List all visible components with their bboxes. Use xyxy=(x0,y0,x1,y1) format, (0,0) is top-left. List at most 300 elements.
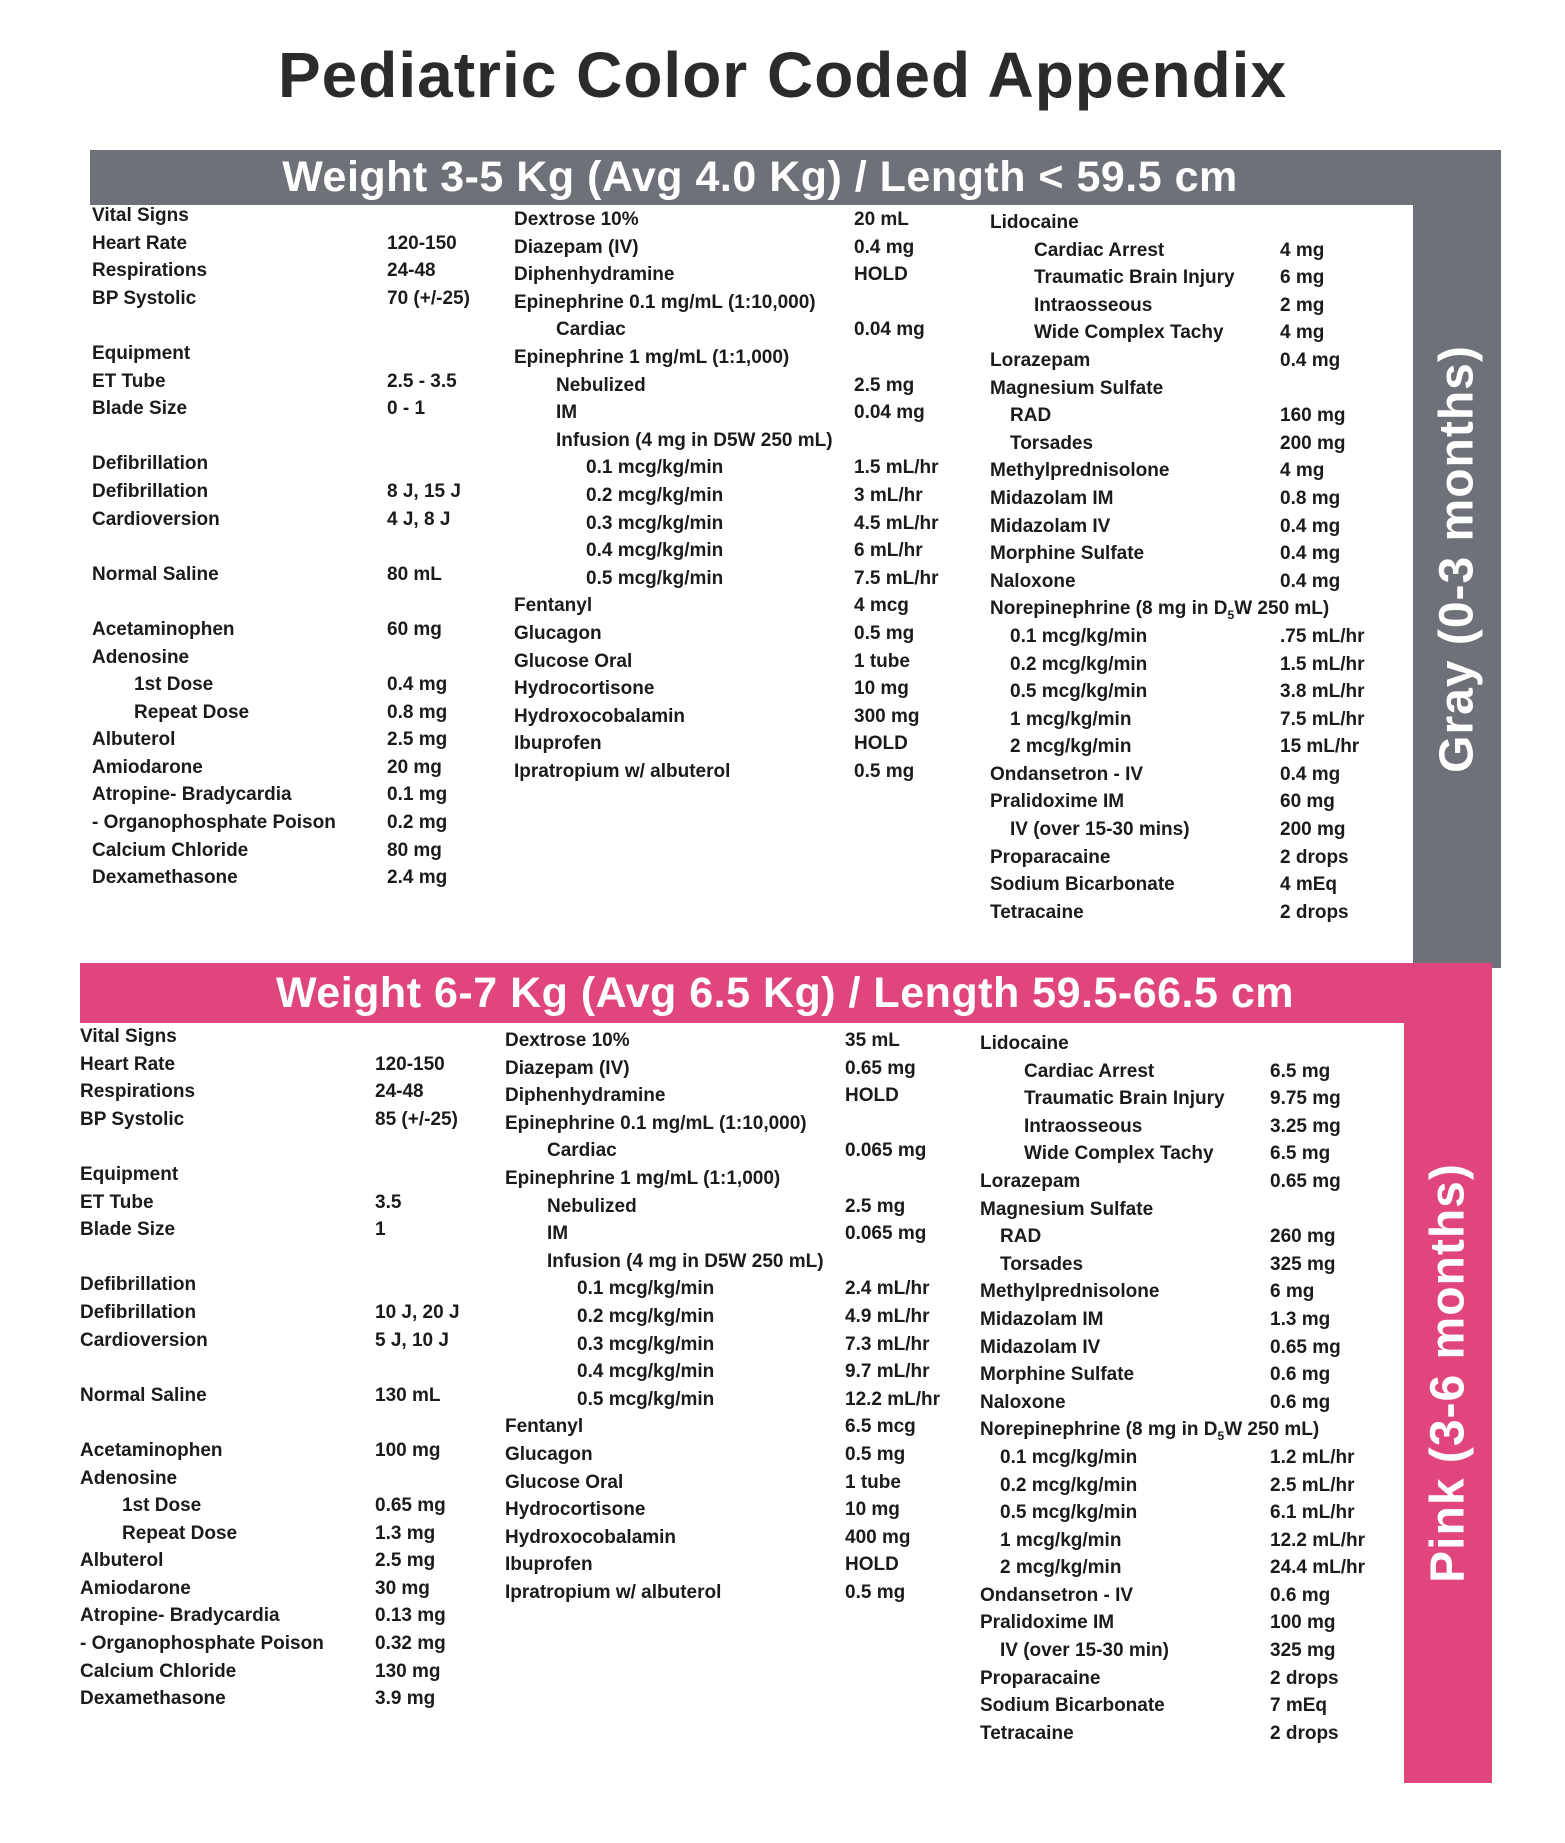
spacer-row xyxy=(92,312,492,340)
table-row xyxy=(990,347,1400,375)
row-label: Heart Rate xyxy=(80,1053,176,1075)
row-label: Ipratropium w/ albuterol xyxy=(514,760,731,782)
table-row xyxy=(80,1658,480,1686)
table-row xyxy=(514,261,964,289)
table-row xyxy=(990,540,1400,568)
table-row xyxy=(92,202,492,230)
row-value: 1.3 mg xyxy=(375,1522,436,1544)
row-value: 6.5 mg xyxy=(1270,1143,1331,1165)
row-value: 4 J, 8 J xyxy=(387,508,451,530)
row-value: 4.9 mL/hr xyxy=(845,1305,930,1327)
row-value: 260 mg xyxy=(1270,1226,1336,1248)
spacer-row xyxy=(80,1244,480,1272)
row-label: Equipment xyxy=(92,342,191,364)
row-label: Acetaminophen xyxy=(80,1439,223,1461)
table-row xyxy=(92,230,492,258)
table-row xyxy=(505,1055,955,1083)
table-row xyxy=(505,1386,955,1414)
table-row xyxy=(80,1161,480,1189)
row-label: BP Systolic xyxy=(80,1108,185,1130)
row-value: 2 drops xyxy=(1280,846,1349,868)
row-label: Intraosseous xyxy=(1024,1115,1143,1137)
row-value: 2 mg xyxy=(1280,294,1325,316)
row-label: Albuterol xyxy=(80,1550,164,1572)
row-label: Hydrocortisone xyxy=(514,678,655,700)
spacer-row xyxy=(80,1354,480,1382)
row-label: Normal Saline xyxy=(92,563,219,585)
row-value: 325 mg xyxy=(1270,1640,1336,1662)
row-label: Infusion (4 mg in D5W 250 mL) xyxy=(556,429,833,451)
row-label: Cardioversion xyxy=(92,508,220,530)
table-row xyxy=(92,340,492,368)
table-row xyxy=(514,344,964,372)
row-value: 0.5 mg xyxy=(854,760,915,782)
row-label: 0.1 mcg/kg/min xyxy=(586,457,724,479)
table-row xyxy=(990,733,1400,761)
row-label: Nebulized xyxy=(547,1195,637,1217)
row-label: 0.5 mcg/kg/min xyxy=(1010,681,1148,703)
row-value: 6.1 mL/hr xyxy=(1270,1502,1355,1524)
column-meds-l-t xyxy=(980,1030,1400,1747)
table-row xyxy=(980,1140,1400,1168)
row-label: Traumatic Brain Injury xyxy=(1034,267,1235,289)
row-value: 2.5 mg xyxy=(854,374,915,396)
table-row xyxy=(980,1472,1400,1500)
row-label: Norepinephrine (8 mg in $D_5W$ 250 mL) xyxy=(980,1419,1320,1444)
table-row xyxy=(92,809,492,837)
row-value: 3.9 mg xyxy=(375,1688,436,1710)
row-label: Methylprednisolone xyxy=(980,1281,1160,1303)
table-row xyxy=(514,703,964,731)
row-value: 15 mL/hr xyxy=(1280,736,1360,758)
table-row xyxy=(80,1106,480,1134)
row-value: 0.6 mg xyxy=(1270,1584,1331,1606)
table-row xyxy=(980,1334,1400,1362)
row-label: Vital Signs xyxy=(80,1026,177,1047)
row-value: 1 xyxy=(375,1219,386,1241)
row-value: 300 mg xyxy=(854,705,920,727)
row-label: Magnesium Sulfate xyxy=(990,377,1164,399)
table-row xyxy=(514,730,964,758)
section-side-label: Pink (3-6 months) xyxy=(1421,1163,1475,1583)
row-label: 0.2 mcg/kg/min xyxy=(577,1305,715,1327)
table-row xyxy=(990,595,1400,623)
row-label: IM xyxy=(556,402,578,424)
table-row xyxy=(505,1248,955,1276)
table-row xyxy=(505,1579,955,1607)
row-label: Methylprednisolone xyxy=(990,460,1170,482)
row-value: 0.065 mg xyxy=(845,1223,927,1245)
row-label: 1st Dose xyxy=(122,1495,202,1517)
row-value: 130 mL xyxy=(375,1384,441,1406)
row-label: Proparacaine xyxy=(980,1667,1101,1689)
table-row xyxy=(990,623,1400,651)
row-label: ET Tube xyxy=(80,1191,154,1213)
table-row xyxy=(92,561,492,589)
row-value: 12.2 mL/hr xyxy=(1270,1529,1366,1551)
row-label: Magnesium Sulfate xyxy=(980,1198,1154,1220)
table-row xyxy=(990,485,1400,513)
row-label: Naloxone xyxy=(990,570,1076,592)
column-vitals-and-meds xyxy=(92,202,492,892)
row-value: 0.5 mg xyxy=(845,1443,906,1465)
table-row xyxy=(990,899,1400,927)
table-row xyxy=(80,1189,480,1217)
row-label: Defibrillation xyxy=(80,1274,197,1296)
row-value: 4.5 mL/hr xyxy=(854,512,939,534)
column-meds-d-i xyxy=(514,206,964,785)
row-label: Cardiac Arrest xyxy=(1024,1060,1155,1082)
row-value: 0.5 mg xyxy=(854,622,915,644)
row-label: Ondansetron - IV xyxy=(980,1584,1134,1606)
row-value: 1 tube xyxy=(845,1471,901,1493)
row-label: - Organophosphate Poison xyxy=(92,812,336,834)
row-value: 100 mg xyxy=(375,1439,441,1461)
row-value: 12.2 mL/hr xyxy=(845,1388,941,1410)
table-row xyxy=(980,1168,1400,1196)
row-value: 2 drops xyxy=(1280,901,1349,923)
row-label: Defibrillation xyxy=(92,453,209,475)
column-meds-d-i xyxy=(505,1027,955,1606)
row-label: Norepinephrine (8 mg in $D_5W$ 250 mL) xyxy=(990,598,1330,623)
table-row xyxy=(92,754,492,782)
row-value: 1.5 mL/hr xyxy=(1280,653,1365,675)
row-label: BP Systolic xyxy=(92,287,197,309)
row-value: HOLD xyxy=(854,733,908,755)
table-row xyxy=(980,1554,1400,1582)
row-value: 70 (+/-25) xyxy=(387,287,470,309)
row-label: Hydrocortisone xyxy=(505,1499,646,1521)
table-row xyxy=(980,1692,1400,1720)
table-row xyxy=(980,1113,1400,1141)
table-row xyxy=(980,1444,1400,1472)
table-row xyxy=(80,1547,480,1575)
row-value: 10 J, 20 J xyxy=(375,1301,460,1323)
table-row xyxy=(92,837,492,865)
row-label: Lidocaine xyxy=(980,1033,1069,1054)
row-value: 3.8 mL/hr xyxy=(1280,681,1365,703)
row-value: 3.25 mg xyxy=(1270,1115,1341,1137)
row-label: Fentanyl xyxy=(514,595,593,617)
row-label: 0.1 mcg/kg/min xyxy=(577,1278,715,1300)
row-label: Amiodarone xyxy=(92,756,203,778)
row-label: Midazolam IM xyxy=(980,1308,1104,1330)
table-row xyxy=(990,264,1400,292)
row-label: 0.4 mcg/kg/min xyxy=(577,1361,715,1383)
row-value: 4 mg xyxy=(1280,239,1325,261)
row-label: 0.5 mcg/kg/min xyxy=(586,567,724,589)
row-label: Dextrose 10% xyxy=(505,1030,630,1051)
table-row xyxy=(980,1030,1400,1058)
table-row xyxy=(990,568,1400,596)
table-row xyxy=(92,644,492,672)
row-label: Lidocaine xyxy=(990,212,1079,233)
table-row xyxy=(505,1413,955,1441)
page-title: Pediatric Color Coded Appendix xyxy=(277,39,1288,111)
row-label: Sodium Bicarbonate xyxy=(980,1695,1165,1717)
table-row xyxy=(980,1499,1400,1527)
row-value: 0.65 mg xyxy=(845,1057,916,1079)
table-row xyxy=(990,816,1400,844)
row-label: Equipment xyxy=(80,1163,179,1185)
table-row xyxy=(990,209,1400,237)
table-row xyxy=(514,592,964,620)
row-label: Respirations xyxy=(92,260,208,282)
row-value: 9.75 mg xyxy=(1270,1088,1341,1110)
table-row xyxy=(514,372,964,400)
row-label: ET Tube xyxy=(92,370,166,392)
table-row xyxy=(505,1551,955,1579)
row-value: 0.4 mg xyxy=(1280,570,1341,592)
table-row xyxy=(80,1437,480,1465)
table-row xyxy=(980,1361,1400,1389)
row-label: Cardiac xyxy=(547,1140,617,1162)
table-row xyxy=(980,1251,1400,1279)
table-row xyxy=(990,402,1400,430)
table-row xyxy=(505,1331,955,1359)
table-row xyxy=(80,1602,480,1630)
row-label: Dextrose 10% xyxy=(514,209,639,230)
row-value: 200 mg xyxy=(1280,432,1346,454)
row-value: 2.4 mL/hr xyxy=(845,1278,930,1300)
row-label: Midazolam IV xyxy=(980,1336,1101,1358)
row-value: 2 drops xyxy=(1270,1667,1339,1689)
table-row xyxy=(505,1137,955,1165)
table-row xyxy=(990,513,1400,541)
row-label: Heart Rate xyxy=(92,232,188,254)
row-value: 0.65 mg xyxy=(1270,1170,1341,1192)
row-value: 4 mcg xyxy=(854,595,909,617)
row-label: Diazepam (IV) xyxy=(514,236,639,258)
row-value: 60 mg xyxy=(387,618,442,640)
table-row xyxy=(980,1609,1400,1637)
table-row xyxy=(505,1220,955,1248)
row-value: 2.5 - 3.5 xyxy=(387,370,457,392)
row-label: Pralidoxime IM xyxy=(990,791,1125,813)
row-value: 2.5 mg xyxy=(845,1195,906,1217)
row-label: IV (over 15-30 min) xyxy=(1000,1640,1169,1662)
row-value: 0.13 mg xyxy=(375,1605,446,1627)
row-label: Pralidoxime IM xyxy=(980,1612,1115,1634)
row-value: 80 mg xyxy=(387,839,442,861)
row-value: 7.5 mL/hr xyxy=(1280,708,1365,730)
section-banner: Weight 3-5 Kg (Avg 4.0 Kg) / Length < 59.5 cm xyxy=(90,150,1430,205)
spacer-row xyxy=(92,588,492,616)
row-value: 8 J, 15 J xyxy=(387,480,461,502)
row-label: Epinephrine 0.1 mg/mL (1:10,000) xyxy=(514,291,816,313)
row-label: Intraosseous xyxy=(1034,294,1153,316)
table-row xyxy=(80,1520,480,1548)
row-label: Cardiac Arrest xyxy=(1034,239,1165,261)
table-row xyxy=(92,699,492,727)
row-label: Wide Complex Tachy xyxy=(1024,1143,1214,1165)
table-row xyxy=(80,1051,480,1079)
table-row xyxy=(80,1023,480,1051)
table-row xyxy=(990,651,1400,679)
row-label: 0.1 mcg/kg/min xyxy=(1000,1446,1138,1468)
table-row xyxy=(92,726,492,754)
row-label: - Organophosphate Poison xyxy=(80,1633,324,1655)
row-value: 2.5 mg xyxy=(387,729,448,751)
row-value: 6.5 mcg xyxy=(845,1416,916,1438)
row-label: Lorazepam xyxy=(990,349,1091,371)
table-row xyxy=(514,427,964,455)
row-value: 10 mg xyxy=(854,678,909,700)
table-row xyxy=(514,675,964,703)
table-row xyxy=(990,237,1400,265)
table-row xyxy=(990,871,1400,899)
row-value: 24.4 mL/hr xyxy=(1270,1557,1366,1579)
row-value: 6.5 mg xyxy=(1270,1060,1331,1082)
row-value: 24-48 xyxy=(387,260,436,282)
row-label: 0.3 mcg/kg/min xyxy=(577,1333,715,1355)
row-label: Glucagon xyxy=(514,622,602,644)
row-label: Adenosine xyxy=(80,1467,178,1489)
row-label: Acetaminophen xyxy=(92,618,235,640)
row-label: Ondansetron - IV xyxy=(990,763,1144,785)
row-label: Infusion (4 mg in D5W 250 mL) xyxy=(547,1250,824,1272)
row-label: Morphine Sulfate xyxy=(980,1364,1135,1386)
row-value: 0.6 mg xyxy=(1270,1391,1331,1413)
table-row xyxy=(92,285,492,313)
row-value: 3.5 xyxy=(375,1191,402,1213)
row-value: .75 mL/hr xyxy=(1280,625,1365,647)
row-value: 0.2 mg xyxy=(387,812,448,834)
row-value: 0.32 mg xyxy=(375,1633,446,1655)
spacer-row xyxy=(80,1133,480,1161)
row-value: 0.04 mg xyxy=(854,319,925,341)
table-row xyxy=(80,1492,480,1520)
table-row xyxy=(80,1271,480,1299)
row-value: 7.3 mL/hr xyxy=(845,1333,930,1355)
row-label: Ibuprofen xyxy=(514,733,602,755)
table-row xyxy=(514,648,964,676)
row-value: 2.4 mg xyxy=(387,867,448,889)
row-value: 0.4 mg xyxy=(1280,349,1341,371)
table-row xyxy=(990,375,1400,403)
row-label: Naloxone xyxy=(980,1391,1066,1413)
table-row xyxy=(980,1416,1400,1444)
row-value: 0.8 mg xyxy=(387,701,448,723)
row-label: Nebulized xyxy=(556,374,646,396)
row-value: 1.5 mL/hr xyxy=(854,457,939,479)
row-label: Calcium Chloride xyxy=(80,1660,237,1682)
table-row xyxy=(505,1110,955,1138)
row-value: 120-150 xyxy=(387,232,457,254)
row-label: 0.5 mcg/kg/min xyxy=(1000,1502,1138,1524)
table-row xyxy=(980,1637,1400,1665)
section-banner: Weight 6-7 Kg (Avg 6.5 Kg) / Length 59.5-66.5 cm xyxy=(80,963,1490,1023)
row-value: 30 mg xyxy=(375,1577,430,1599)
table-row xyxy=(92,616,492,644)
row-label: Adenosine xyxy=(92,646,190,668)
row-value: HOLD xyxy=(845,1085,899,1107)
row-value: 24-48 xyxy=(375,1081,424,1103)
section-side-bar xyxy=(1413,150,1501,968)
row-label: 1 mcg/kg/min xyxy=(1010,708,1132,730)
row-label: Diphenhydramine xyxy=(505,1085,666,1107)
table-row xyxy=(505,1441,955,1469)
row-label: Midazolam IV xyxy=(990,515,1111,537)
row-label: 0.4 mcg/kg/min xyxy=(586,540,724,562)
row-value: 0.6 mg xyxy=(1270,1364,1331,1386)
row-value: 0.5 mg xyxy=(845,1581,906,1603)
table-row xyxy=(514,620,964,648)
column-vitals-and-meds xyxy=(80,1023,480,1713)
table-row xyxy=(514,482,964,510)
row-value: 325 mg xyxy=(1270,1253,1336,1275)
table-row xyxy=(505,1496,955,1524)
row-value: 160 mg xyxy=(1280,405,1346,427)
section-side-label: Gray (0-3 months) xyxy=(1430,345,1484,773)
row-value: 9.7 mL/hr xyxy=(845,1361,930,1383)
table-row xyxy=(505,1524,955,1552)
table-row xyxy=(92,506,492,534)
row-label: RAD xyxy=(1000,1226,1042,1248)
row-label: Dexamethasone xyxy=(92,867,238,889)
row-label: Hydroxocobalamin xyxy=(514,705,686,727)
table-row xyxy=(514,289,964,317)
row-label: Epinephrine 1 mg/mL (1:1,000) xyxy=(514,346,790,368)
table-row xyxy=(92,671,492,699)
table-row xyxy=(505,1469,955,1497)
row-label: Ipratropium w/ albuterol xyxy=(505,1581,722,1603)
row-value: 4 mg xyxy=(1280,322,1325,344)
row-label: Glucose Oral xyxy=(505,1471,624,1493)
row-label: Defibrillation xyxy=(80,1301,197,1323)
row-value: 0.4 mg xyxy=(387,674,448,696)
row-value: 200 mg xyxy=(1280,819,1346,841)
row-label: Fentanyl xyxy=(505,1416,584,1438)
row-value: HOLD xyxy=(845,1554,899,1576)
table-row xyxy=(505,1082,955,1110)
row-value: 6 mL/hr xyxy=(854,540,923,562)
row-value: 0.4 mg xyxy=(854,236,915,258)
row-value: 85 (+/-25) xyxy=(375,1108,458,1130)
row-label: Glucose Oral xyxy=(514,650,633,672)
row-value: 7.5 mL/hr xyxy=(854,567,939,589)
table-row xyxy=(980,1720,1400,1748)
row-label: Calcium Chloride xyxy=(92,839,249,861)
row-value: 0.04 mg xyxy=(854,402,925,424)
table-row xyxy=(80,1382,480,1410)
table-row xyxy=(980,1196,1400,1224)
row-value: 0.4 mg xyxy=(1280,543,1341,565)
spacer-row xyxy=(80,1409,480,1437)
row-label: Atropine- Bradycardia xyxy=(92,784,292,806)
row-label: 1 mcg/kg/min xyxy=(1000,1529,1122,1551)
row-label: 1st Dose xyxy=(134,674,214,696)
table-row xyxy=(80,1685,480,1713)
table-row xyxy=(92,395,492,423)
table-row xyxy=(514,565,964,593)
row-label: Normal Saline xyxy=(80,1384,207,1406)
row-label: Lorazepam xyxy=(980,1170,1081,1192)
table-row xyxy=(990,292,1400,320)
row-label: 0.1 mcg/kg/min xyxy=(1010,625,1148,647)
table-row xyxy=(980,1278,1400,1306)
row-label: Ibuprofen xyxy=(505,1554,593,1576)
table-row xyxy=(514,510,964,538)
table-row xyxy=(980,1058,1400,1086)
row-value: 130 mg xyxy=(375,1660,441,1682)
table-row xyxy=(990,430,1400,458)
row-label: 0.2 mcg/kg/min xyxy=(1000,1474,1138,1496)
row-value: 1 tube xyxy=(854,650,910,672)
table-row xyxy=(980,1665,1400,1693)
row-value: 0.4 mg xyxy=(1280,515,1341,537)
row-value: 2 drops xyxy=(1270,1722,1339,1744)
